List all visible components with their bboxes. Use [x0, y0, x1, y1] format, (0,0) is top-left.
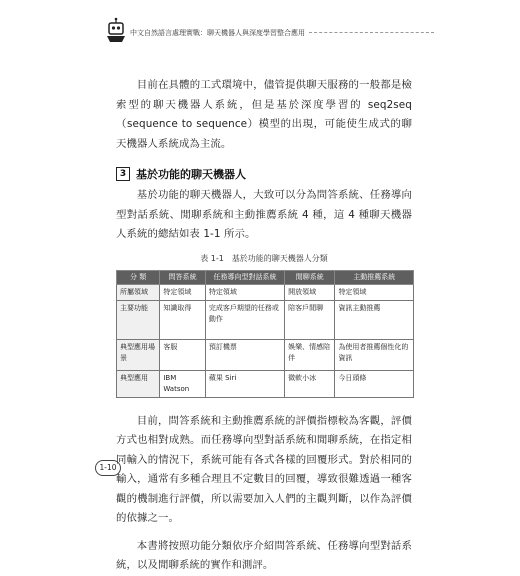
table-cell: 預訂機票 — [205, 339, 284, 370]
robot-logo-icon — [104, 17, 128, 43]
header-rule — [309, 32, 434, 33]
section-paragraph: 基於功能的聊天機器人，大致可以分為問答系統、任務導向型對話系統、閒聊系統和主動推薦系統 4 種，這 4 種聊天機器人系統的總結如表 1-1 所示。 — [116, 189, 412, 240]
running-header-title: 中文自然語言處理實戰：聊天機器人與深度學習整合應用 — [130, 29, 305, 37]
table-cell: 陪客戶閒聊 — [285, 300, 335, 339]
table-header-cell: 問答系統 — [160, 270, 206, 284]
page-content — [116, 76, 412, 576]
page-header — [104, 17, 434, 45]
table-cell: 為使用者推薦個性化的資訊 — [335, 339, 414, 370]
table-cell: 所屬領域 — [117, 284, 160, 300]
table-header-cell: 主動推薦系統 — [335, 270, 414, 284]
section-number-box: 3 — [116, 167, 130, 181]
table-cell: 特定領域 — [205, 284, 284, 300]
table-cell: 完成客戶期望的任務或動作 — [205, 300, 284, 339]
page-number: 1-10 — [95, 460, 121, 476]
intro-paragraph: 目前在具體的工式環境中，儘管提供聊天服務的一般都是檢索型的聊天機器人系統，但是基於深度學習的 seq2seq（sequence to sequence）模型的出現，可能使生成式的聊天機器人系統成為主流。 — [116, 79, 412, 150]
table-cell: 資訊主動推薦 — [335, 300, 414, 339]
table-cell: 開放領域 — [285, 284, 335, 300]
table-header-cell: 閒聊系統 — [285, 270, 335, 284]
table-cell: 娛樂、情感陪伴 — [285, 339, 335, 370]
evaluation-paragraph: 目前，問答系統和主動推薦系統的評價指標較為客觀，評價方式也相對成熟。而任務導向型對話系統和閒聊系統，在指定相同輸入的情況下，系統可能有各式各樣的回覆形式。對於相同的輸入，通常有多種合理且不定數目的回覆，導致很難透過一種客觀的機制進行評價，所以需要加入人們的主觀判斷，以作為評價的依據之一。 — [116, 414, 412, 524]
table-row — [117, 370, 414, 397]
table-cell: 特定領域 — [160, 284, 206, 300]
table-header-row — [117, 270, 414, 284]
table-row — [117, 300, 414, 339]
table-row — [117, 284, 414, 300]
table-cell: 典型應用場景 — [117, 339, 160, 370]
section-heading — [116, 166, 412, 182]
table-cell: IBM Watson — [160, 370, 206, 397]
table-row — [117, 339, 414, 370]
classification-table — [116, 270, 414, 398]
table-cell: 客服 — [160, 339, 206, 370]
table-cell: 微軟小冰 — [285, 370, 335, 397]
table-cell: 蘋果 Siri — [205, 370, 284, 397]
table-caption: 表 1-1 基於功能的聊天機器人分類 — [200, 253, 328, 263]
table-cell: 特定領域 — [335, 284, 414, 300]
section-title: 基於功能的聊天機器人 — [136, 168, 246, 181]
table-header-cell: 任務導向型對話系統 — [205, 270, 284, 284]
table-cell: 主要功能 — [117, 300, 160, 339]
table-cell: 典型應用 — [117, 370, 160, 397]
table-header-cell: 分 類 — [117, 270, 160, 284]
table-cell: 今日頭條 — [335, 370, 414, 397]
closing-paragraph: 本書將按照功能分類依序介紹問答系統、任務導向型對話系統，以及閒聊系統的實作和測評。 — [116, 539, 412, 571]
table-cell: 知識取得 — [160, 300, 206, 339]
